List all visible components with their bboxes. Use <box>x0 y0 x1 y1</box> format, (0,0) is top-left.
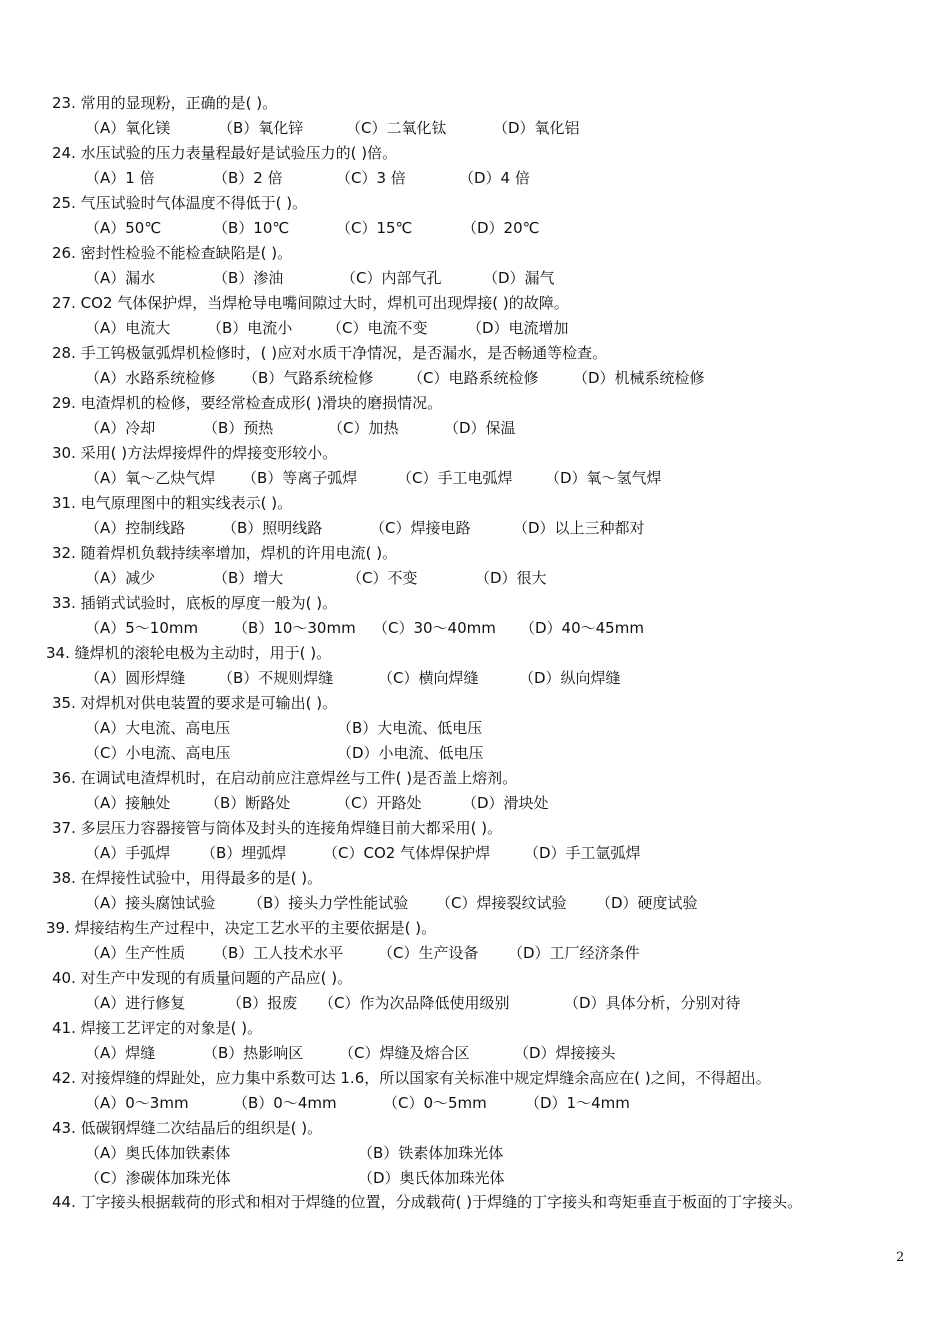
option-c: （C）小电流、高电压 <box>85 744 231 762</box>
option-b: （B）0～4mm <box>233 1094 337 1112</box>
option-a: （A）50℃ <box>85 219 162 237</box>
options-25 <box>85 218 539 238</box>
option-c: （C）电路系统检修 <box>408 369 539 387</box>
question-34: 34. 缝焊机的滚轮电极为主动时，用于( )。 <box>46 644 332 662</box>
question-32: 32. 随着焊机负载持续率增加，焊机的许用电流( )。 <box>52 544 398 562</box>
question-33: 33. 插销式试验时，底板的厚度一般为( )。 <box>52 594 338 612</box>
options-30 <box>85 468 662 488</box>
question-29: 29. 电渣焊机的检修，要经常检查成形( )滑块的磨损情况。 <box>52 394 443 412</box>
option-b: （B）照明线路 <box>222 519 323 537</box>
option-c: （C）渗碳体加珠光体 <box>85 1169 231 1187</box>
option-b: （B）增大 <box>213 569 284 587</box>
question-39: 39. 焊接结构生产过程中，决定工艺水平的主要依据是( )。 <box>46 919 437 937</box>
option-b: （B）氧化锌 <box>218 119 304 137</box>
options-38 <box>85 893 698 913</box>
option-c: （C）二氧化钛 <box>346 119 447 137</box>
option-d: （D）工厂经济条件 <box>508 944 640 962</box>
option-c: （C）横向焊缝 <box>378 669 479 687</box>
question-36: 36. 在调试电渣焊机时，在启动前应注意焊丝与工件( )是否盖上熔剂。 <box>52 769 518 787</box>
option-c: （C）不变 <box>347 569 418 587</box>
question-43: 43. 低碳钢焊缝二次结晶后的组织是( )。 <box>52 1119 323 1137</box>
option-c: （C）30～40mm <box>373 619 496 637</box>
option-c: （C）0～5mm <box>383 1094 487 1112</box>
options-29 <box>85 418 516 438</box>
option-b: （B）工人技术水平 <box>213 944 344 962</box>
option-c: （C）内部气孔 <box>341 269 442 287</box>
option-a: （A）奥氏体加铁素体 <box>85 1144 231 1162</box>
option-c: （C）3 倍 <box>336 169 406 187</box>
option-c: （C）生产设备 <box>378 944 479 962</box>
question-24: 24. 水压试验的压力表量程最好是试验压力的( )倍。 <box>52 144 398 162</box>
option-d: （D）氧～氢气焊 <box>545 469 662 487</box>
option-b: （B）电流小 <box>207 319 293 337</box>
option-d: （D）1～4mm <box>525 1094 630 1112</box>
option-d: （D）4 倍 <box>459 169 530 187</box>
option-a: （A）氧～乙炔气焊 <box>85 469 216 487</box>
options-41 <box>85 1043 616 1063</box>
options-39 <box>85 943 640 963</box>
option-b: （B）预热 <box>203 419 274 437</box>
option-c: （C）15℃ <box>336 219 413 237</box>
option-d: （D）电流增加 <box>467 319 569 337</box>
options-40 <box>85 993 741 1013</box>
option-b: （B）气路系统检修 <box>243 369 374 387</box>
option-d: （D）机械系统检修 <box>573 369 705 387</box>
option-b: （B）不规则焊缝 <box>218 669 334 687</box>
option-b: （B）大电流、低电压 <box>337 719 483 737</box>
question-42: 42. 对接焊缝的焊趾处，应力集中系数可达 1.6，所以国家有关标准中规定焊缝余高应在( )之间，不得超出。 <box>52 1069 771 1087</box>
question-44: 44. 丁字接头根据载荷的形式和相对于焊缝的位置，分成载荷( )于焊缝的丁字接头和弯矩垂直于板面的丁字接头。 <box>52 1193 803 1211</box>
option-b: （B）断路处 <box>205 794 291 812</box>
option-c: （C）加热 <box>328 419 399 437</box>
options-36 <box>85 793 549 813</box>
option-d: （D）滑块处 <box>462 794 549 812</box>
option-b: （B）铁素体加珠光体 <box>358 1144 504 1162</box>
question-38: 38. 在焊接性试验中，用得最多的是( )。 <box>52 869 323 887</box>
option-d: （D）手工氩弧焊 <box>524 844 641 862</box>
option-d: （D）纵向焊缝 <box>519 669 621 687</box>
question-25: 25. 气压试验时气体温度不得低于( )。 <box>52 194 308 212</box>
option-b: （B）热影响区 <box>203 1044 304 1062</box>
option-b: （B）报废 <box>227 994 298 1012</box>
option-d: （D）氧化铝 <box>493 119 580 137</box>
options-35-row2 <box>85 743 484 763</box>
option-a: （A）控制线路 <box>85 519 186 537</box>
option-b: （B）埋弧焊 <box>201 844 287 862</box>
option-a: （A）水路系统检修 <box>85 369 216 387</box>
options-42 <box>85 1093 630 1113</box>
option-d: （D）焊接接头 <box>514 1044 616 1062</box>
option-a: （A）进行修复 <box>85 994 186 1012</box>
option-a: （A）接头腐蚀试验 <box>85 894 216 912</box>
options-27 <box>85 318 569 338</box>
option-a: （A）漏水 <box>85 269 156 287</box>
options-26 <box>85 268 555 288</box>
option-a: （A）冷却 <box>85 419 156 437</box>
question-28: 28. 手工钨极氩弧焊机检修时，( )应对水质干净情况，是否漏水，是否畅通等检查。 <box>52 344 608 362</box>
options-28 <box>85 368 705 388</box>
option-c: （C）焊接裂纹试验 <box>436 894 567 912</box>
question-30: 30. 采用( )方法焊接焊件的焊接变形较小。 <box>52 444 338 462</box>
option-a: （A）电流大 <box>85 319 171 337</box>
option-c: （C）电流不变 <box>327 319 428 337</box>
question-23: 23. 常用的显现粉，正确的是( )。 <box>52 94 278 112</box>
options-24 <box>85 168 530 188</box>
option-b: （B）渗油 <box>213 269 284 287</box>
option-d: （D）漏气 <box>483 269 555 287</box>
question-35: 35. 对焊机对供电装置的要求是可输出( )。 <box>52 694 338 712</box>
option-d: （D）硬度试验 <box>596 894 698 912</box>
option-c: （C）作为次品降低使用级别 <box>319 994 510 1012</box>
option-d: （D）40～45mm <box>520 619 644 637</box>
option-a: （A）焊缝 <box>85 1044 156 1062</box>
option-b: （B）10℃ <box>213 219 290 237</box>
options-43-row2 <box>85 1168 505 1188</box>
option-c: （C）手工电弧焊 <box>397 469 513 487</box>
options-35-row1 <box>85 718 482 738</box>
option-b: （B）10～30mm <box>233 619 356 637</box>
options-43-row1 <box>85 1143 503 1163</box>
option-d: （D）20℃ <box>462 219 540 237</box>
option-a: （A）手弧焊 <box>85 844 171 862</box>
question-31: 31. 电气原理图中的粗实线表示( )。 <box>52 494 293 512</box>
question-26: 26. 密封性检验不能检查缺陷是( )。 <box>52 244 293 262</box>
page-number: 2 <box>896 1250 905 1265</box>
option-a: （A）氧化镁 <box>85 119 171 137</box>
question-40: 40. 对生产中发现的有质量问题的产品应( )。 <box>52 969 353 987</box>
option-c: （C）焊接电路 <box>370 519 471 537</box>
options-31 <box>85 518 645 538</box>
option-d: （D）保温 <box>444 419 516 437</box>
option-d: （D）很大 <box>475 569 547 587</box>
option-d: （D）以上三种都对 <box>513 519 645 537</box>
option-a: （A）大电流、高电压 <box>85 719 231 737</box>
option-d: （D）奥氏体加珠光体 <box>358 1169 505 1187</box>
option-c: （C）CO2 气体焊保护焊 <box>323 844 491 862</box>
option-a: （A）生产性质 <box>85 944 186 962</box>
option-d: （D）具体分析，分别对待 <box>564 994 741 1012</box>
question-27: 27. CO2 气体保护焊，当焊枪导电嘴间隙过大时，焊机可出现焊接( )的故障。 <box>52 294 569 312</box>
options-34 <box>85 668 621 688</box>
option-a: （A）0～3mm <box>85 1094 189 1112</box>
options-32 <box>85 568 547 588</box>
options-23 <box>85 118 580 138</box>
option-a: （A）1 倍 <box>85 169 155 187</box>
option-a: （A）接触处 <box>85 794 171 812</box>
question-41: 41. 焊接工艺评定的对象是( )。 <box>52 1019 263 1037</box>
option-a: （A）5～10mm <box>85 619 199 637</box>
option-b: （B）2 倍 <box>213 169 283 187</box>
option-d: （D）小电流、低电压 <box>337 744 484 762</box>
question-37: 37. 多层压力容器接管与筒体及封头的连接角焊缝目前大都采用( )。 <box>52 819 503 837</box>
option-a: （A）减少 <box>85 569 156 587</box>
option-b: （B）等离子弧焊 <box>242 469 358 487</box>
options-37 <box>85 843 641 863</box>
option-b: （B）接头力学性能试验 <box>248 894 409 912</box>
option-c: （C）焊缝及熔合区 <box>339 1044 470 1062</box>
options-33 <box>85 618 644 638</box>
option-c: （C）开路处 <box>336 794 422 812</box>
option-a: （A）圆形焊缝 <box>85 669 186 687</box>
